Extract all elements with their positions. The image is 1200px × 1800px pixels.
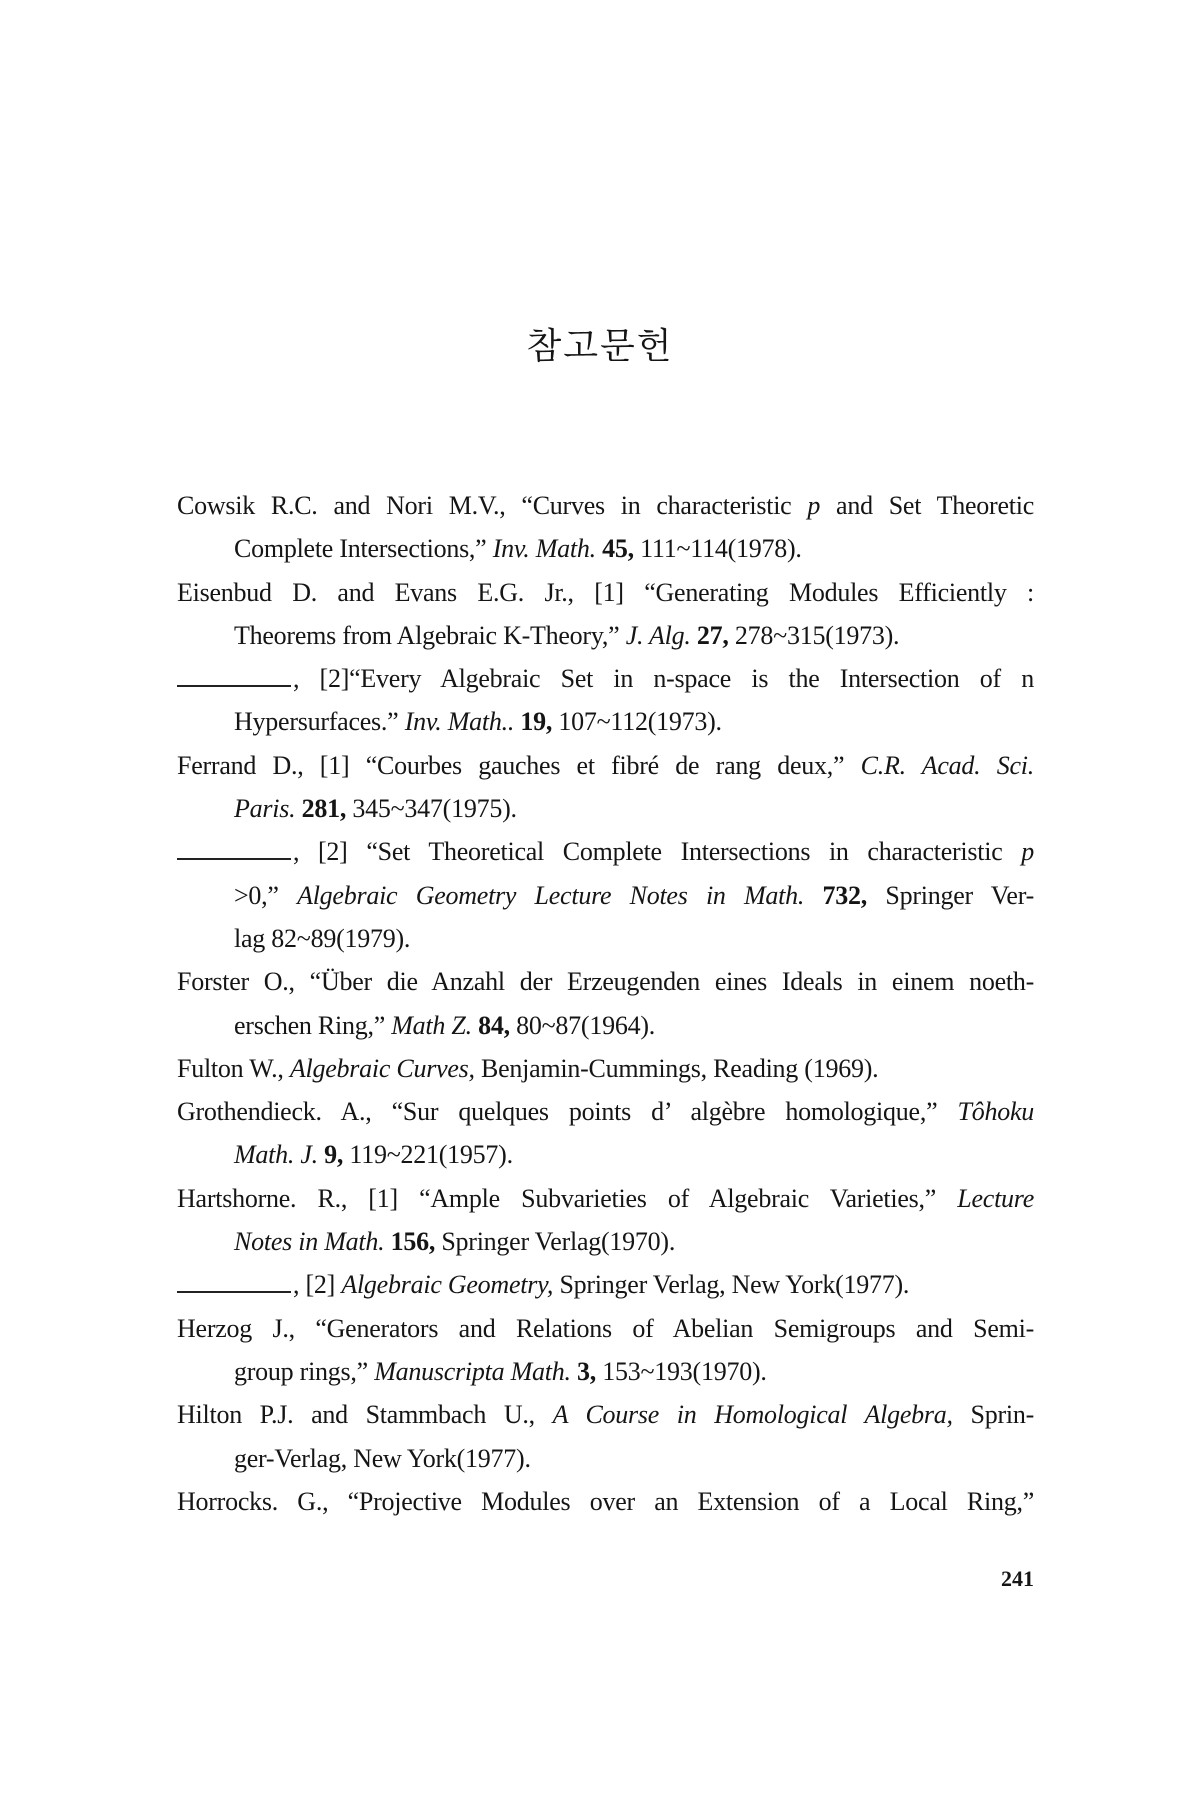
reference-text: Herzog J., “Generators and Relations of Abelian Semigroups and Semi- <box>177 1313 1034 1343</box>
reference-line <box>177 657 1034 700</box>
reference-text: Cowsik R.C. and Nori M.V., “Curves in characteristic <box>177 491 808 520</box>
italic-title-text: J. Alg. <box>625 620 691 650</box>
reference-text: Forster O., “Über die Anzahl der Erzeugenden eines Ideals in einem noeth- <box>177 967 1034 997</box>
reference-line <box>177 830 1034 873</box>
reference-text: 119~221(1957). <box>343 1140 513 1170</box>
italic-title-text: Math Z. <box>391 1010 472 1040</box>
reference-text: and Set Theoretic <box>820 491 1034 520</box>
italic-title-text: Paris. <box>234 794 296 824</box>
volume-number: 45, <box>595 534 634 564</box>
reference-continuation-line <box>177 874 1034 917</box>
reference-continuation-line <box>177 1220 1034 1263</box>
reference-line <box>177 960 1034 1003</box>
reference-text: 153~193(1970). <box>595 1356 767 1386</box>
reference-text: 278~315(1973). <box>728 620 900 650</box>
reference-text: 107~112(1973). <box>552 707 722 737</box>
reference-continuation-line <box>177 1437 1034 1480</box>
page-number: 241 <box>1001 1566 1034 1591</box>
reference-text: lag 82~89(1979). <box>234 923 411 953</box>
italic-title-text: C.R. Acad. Sci. <box>860 750 1034 780</box>
reference-text: ger-Verlag, New York(1977). <box>234 1443 531 1473</box>
reference-text: , [2] “Set Theoretical Complete Intersections in characteristic <box>293 837 1022 867</box>
volume-number: 156, <box>384 1227 436 1257</box>
volume-number: 3, <box>570 1356 596 1386</box>
italic-title-text: Algebraic Geometry Lecture Notes in Math. <box>297 880 805 910</box>
italic-title-text: Notes in Math. <box>234 1227 385 1257</box>
reference-text: Eisenbud D. and Evans E.G. Jr., [1] “Generating Modules Efficiently : <box>177 577 1034 607</box>
reference-text: Complete Intersections,” <box>234 534 493 564</box>
ditto-author-rule <box>177 1269 291 1293</box>
reference-text: group rings,” <box>234 1356 375 1386</box>
reference-continuation-line <box>177 700 1034 743</box>
reference-text: Springer Ver- <box>867 880 1035 910</box>
italic-title-text: p <box>1021 837 1034 867</box>
reference-text: Hypersurfaces.” <box>234 707 405 737</box>
page-title: 참고문헌 <box>526 326 674 366</box>
italic-title-text: Lecture <box>957 1183 1034 1213</box>
reference-text: Grothendieck. A., “Sur quelques points d’ algèbre homologique,” <box>177 1097 958 1127</box>
italic-title-text: Algebraic Curves, <box>289 1053 475 1083</box>
reference-text: Springer Verlag, New York(1977). <box>553 1270 910 1300</box>
volume-number: 281, <box>295 794 347 824</box>
reference-list <box>177 484 1034 1523</box>
reference-text: Fulton W., <box>177 1053 290 1083</box>
italic-title-text: p <box>807 491 821 520</box>
reference-continuation-line <box>177 917 1034 960</box>
reference-line <box>177 484 1034 527</box>
italic-title-text: Inv. Math.. <box>404 707 515 737</box>
reference-line <box>177 1090 1034 1133</box>
reference-text: , [2]“Every Algebraic Set in n-space is the Intersection of n <box>293 664 1034 694</box>
reference-line <box>177 1263 1034 1306</box>
reference-text: erschen Ring,” <box>234 1010 392 1040</box>
reference-text: Theorems from Algebraic K-Theory,” <box>234 620 626 650</box>
ditto-author-rule <box>177 836 291 860</box>
reference-line <box>177 1177 1034 1220</box>
reference-continuation-line <box>177 1350 1034 1393</box>
reference-continuation-line <box>177 614 1034 657</box>
reference-text: Benjamin-Cummings, Reading (1969). <box>474 1053 879 1083</box>
reference-text: >0,” <box>234 880 298 910</box>
italic-title-text: Inv. Math. <box>492 534 596 564</box>
reference-line <box>177 1393 1034 1436</box>
reference-text: 80~87(1964). <box>509 1010 655 1040</box>
reference-text: Sprin- <box>952 1400 1035 1430</box>
volume-number: 19, <box>514 707 553 737</box>
reference-line <box>177 1047 1034 1090</box>
italic-title-text: Algebraic Geometry, <box>341 1270 554 1300</box>
reference-continuation-line <box>177 527 1034 570</box>
italic-title-text: Tôhoku <box>957 1097 1034 1127</box>
reference-text: 111~114(1978). <box>633 534 802 564</box>
reference-continuation-line <box>177 1004 1034 1047</box>
italic-title-text: A Course in Homological Algebra, <box>552 1400 953 1430</box>
reference-text: , [2] <box>293 1270 342 1300</box>
volume-number: 84, <box>471 1010 510 1040</box>
volume-number: 9, <box>317 1140 344 1170</box>
italic-title-text: Math. J. <box>234 1140 318 1170</box>
reference-text: Hilton P.J. and Stammbach U., <box>177 1400 553 1430</box>
reference-continuation-line <box>177 1133 1034 1176</box>
reference-text: Springer Verlag(1970). <box>435 1227 676 1257</box>
volume-number: 27, <box>690 620 729 650</box>
reference-text: Hartshorne. R., [1] “Ample Subvarieties of Algebraic Varieties,” <box>177 1183 958 1213</box>
volume-number: 732, <box>804 880 868 910</box>
reference-line <box>177 1480 1034 1523</box>
reference-text: Ferrand D., [1] “Courbes gauches et fibré de rang deux,” <box>177 750 861 780</box>
reference-text: 345~347(1975). <box>346 794 517 824</box>
reference-continuation-line <box>177 787 1034 830</box>
reference-line <box>177 744 1034 787</box>
ditto-author-rule <box>177 663 291 687</box>
reference-line <box>177 1307 1034 1350</box>
italic-title-text: Manuscripta Math. <box>374 1356 571 1386</box>
reference-text: Horrocks. G., “Projective Modules over an Extension of a Local Ring,” <box>177 1486 1034 1516</box>
reference-line <box>177 571 1034 614</box>
